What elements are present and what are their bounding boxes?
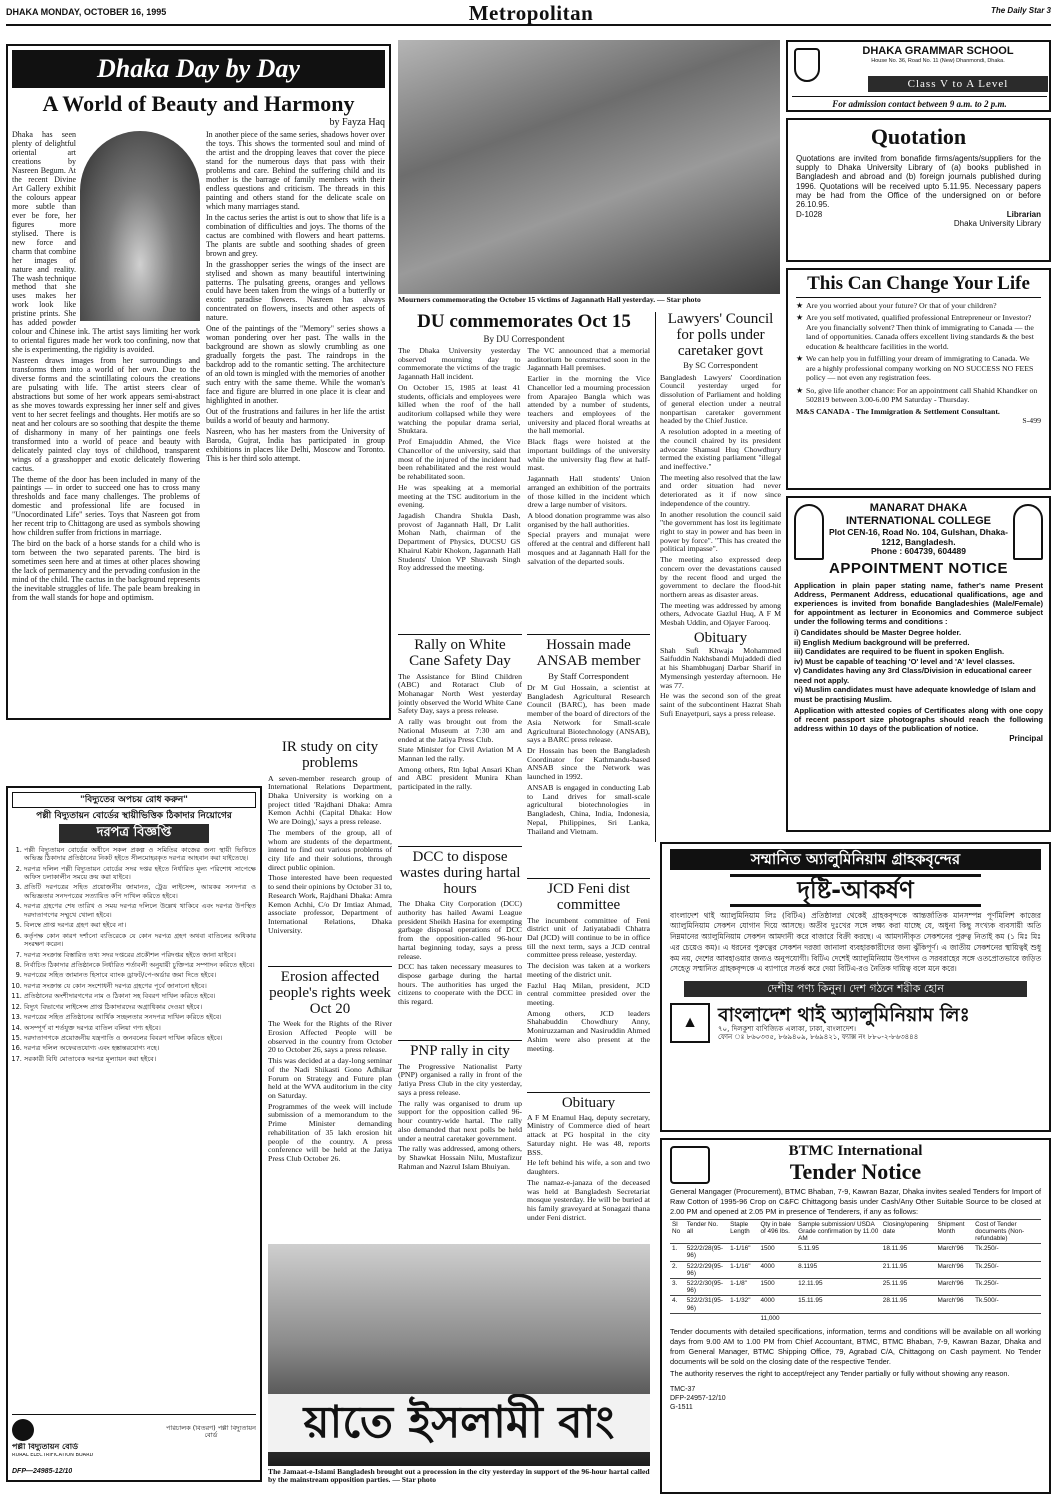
white-cane-paragraph: Among others, Rtn Iqbal Ansari Khan and ABC president Munira Khan participated in the rally. [398, 764, 522, 792]
canada-bullet: So, give life another chance: For an appointment call Shahid Khandker on 502819 between 3.00-6.00 PM Saturday - Thursday. [806, 385, 1038, 405]
feature-paragraph: The theme of the door has been included in many of the paintings — in order to succeed one has to cross many thresholds and face many challenges. The problems of domestic and professional life are focused in "Unocordinated Life" series. Toys that Nasreen got from her recent trip to Chittagong are used as symbols showing how children suffer from frictions in marriage. [12, 474, 200, 538]
grammar-school-ad [786, 40, 1051, 112]
tender-cell: 28.11.95 [881, 1296, 936, 1313]
aluminium-ad [660, 842, 1051, 1132]
star-icon: ★ [796, 313, 803, 323]
btmc-ref: TMC-37 [670, 1385, 696, 1393]
hossain-paragraph: Dr Hossain has been the Bangladesh Coordinator for Kathmandu-based ANSAB since the Network was launched in 1992. [527, 746, 650, 782]
star-icon: ★ [796, 300, 803, 310]
rural-item: 1. পল্লী বিদ্যুতায়ন বোর্ডের অধীনে সকল প্রকল্প ও সমিতির কাজের জন্য স্থায়ী ভিত্তিতে অভিজ্ঞ ঠিকাদার প্রতিষ্ঠানের নিকট হইতে সীলমোহরকৃত দরপত্র আহবান করা যাইতেছে। [24, 846, 256, 863]
canada-bullet: We can help you in fulfilling your dream of immigrating to Canada. We are a highly professional company working on NO SUCCESS NO FEES policy — not even any registration fees. [806, 354, 1034, 383]
tender-cell: March'96 [935, 1261, 973, 1278]
btmc-rights: The authority reserves the right to accept/reject any Tender partially or fully without showing any reason. [670, 1368, 1010, 1378]
btmc-title: Tender Notice [789, 1158, 922, 1184]
tender-cell: 4. [670, 1296, 685, 1313]
du-paragraph: Black flags were hoisted at the important buildings of the university while the university flag flew at half-mast. [527, 437, 650, 473]
feature-byline: by Fayza Haq [329, 117, 385, 129]
white-cane-article [398, 634, 522, 842]
tender-cell: 522/2/29(95-96) [685, 1261, 728, 1278]
table-row-total [670, 1313, 1041, 1323]
hossain-paragraph: Dr M Gul Hossain, a scientist at Bangladesh Agricultural Research Council (BARC), has been made member of the board of directors of the Asia Network for Small-scale Agricultural Biotechnology (ANSAB), says a BARC press release. [527, 683, 650, 745]
tender-cell: 522/2/28(95-96) [685, 1244, 728, 1261]
quotation-ref: D-1028 [796, 210, 823, 220]
tender-cell: 3. [670, 1279, 685, 1296]
feature-paragraph: In another piece of the same series, shadows hover over the toys. This shows the tormented soul and mind of the artist and the dropping leaves that cover the piece stand for the numerous days that pass with their problems and care. Behind the suffering child and its mother is the barrage of family members with their endless questions and criticism. The threads in this painting and others stand for the delicate scale on which many marriages stand. [206, 130, 385, 211]
feature-column-left [12, 131, 200, 701]
tender-col: Tender No. all [685, 1219, 728, 1244]
dcc-paragraph: The Dhaka City Corporation (DCC) authority has hailed Awami League president Sheikh Hasina for exempting garbage disposal operations of DCC from the opposition-called 96-hour hartal beginning today, says a press release. [398, 899, 522, 961]
tender-col: Sl No [670, 1219, 685, 1244]
tender-table-header [670, 1219, 1041, 1244]
appointment-item: v) Candidates having any 3rd Class/Division in educational career need not apply. [794, 666, 1032, 685]
tender-cell: 4000 [758, 1296, 796, 1313]
jcd-article [527, 878, 650, 1088]
obituary-headline: Obituary [693, 629, 748, 646]
btmc-ref: DFP-24957-12/10 [670, 1394, 726, 1402]
feature-paragraph: Nasreen draws images from her surroundings and transforms them into a world of her own. Due to the diverse forms and the scintillating colours the creations are pulsating with life. The artist steers clear of abstractions but some of her work appears semi-abstract as she moves towards expressing her inner self and gives vent to her secret feelings and thoughts. Her motifs are so neat and her colours are so soothing that despite the theme of disharmony in many of her paintings one feels transformed into a world of peace and beauty with delicately painted clay toys of childhood, transparent wings of a grasshopper and exotic delicately flowering cactus. [12, 356, 200, 473]
appointment-items [794, 628, 1043, 704]
feature-paragraph: In the grasshopper series the wings of the insect are stylised and shown as many beautiful intertwining patterns. The pulsating greens, oranges and yellows could have been taken from the wings of a butterfly or exotic paradise flowers. Nasreen has always concentrated on flowers, insects and other aspects of nature. [206, 259, 385, 323]
tender-cell: 1-1/8" [728, 1279, 758, 1296]
pnp-article [398, 1040, 522, 1240]
tender-cell: 4000 [758, 1261, 796, 1278]
tender-cell: 522/2/30(95-96) [685, 1279, 728, 1296]
manarat-name-2: INTERNATIONAL COLLEGE [845, 515, 992, 528]
erosion-paragraph: Programmes of the week will include submission of a memorandum to the Prime Minister demanding rehabilitation of 35 lakh erosion hit people of the country. A press conference will be held at the Jatiya Press Club October 26. [268, 1101, 392, 1164]
feature-paragraph: Dhaka has seen plenty of delightful oriental art creations by Nasreen Begum. At the recent Divine Art Gallery exhibit the colours appear more subtle than ever be fore, her figures more stylised. There is new force and charm that combine her images of nature and reality. The wash technique method that she uses makes her work look like pristine prints. She has added powder colour and Chinese ink. The artist says limiting her work to oriental figures made her work too confining, now that she is experimenting, the rigidity is avoided. [12, 130, 200, 355]
tender-cell: 1500 [758, 1279, 796, 1296]
lawyers-paragraph: Bangladesh Lawyers' Coordination Council yesterday urged for dissolution of Parliament and holding of general election under a neutral nonpartisan caretaker government headed by the Chief Justice. [660, 372, 781, 426]
star-icon: ★ [796, 354, 803, 364]
white-cane-paragraph: State Minister for Civil Aviation M A Mannan led the rally. [398, 745, 522, 763]
btmc-intro: General Mangager (Procurement), BTMC Bhaban, 7-9, Kawran Bazar, Dhaka invites sealed Tenders for Import of Raw Cotton of 1995-96 Crop on C&FC Chittagong basis under Cash/Any Other Suitable Source to be closed at 2.00 PM and opened at 2.05 PM in presence of Tenderers, if any as follows: [670, 1186, 1041, 1216]
appointment-closing: Application with attested copies of Certificates along with one copy of recent passport size photographs should reach the following address within 10 days of the publication of notice. [794, 706, 1043, 734]
obituary2-paragraph: A F M Enamul Haq, deputy secretary, Ministry of Commerce died of heart attack at PG hospital in the city Saturday night. He was 48, reports BSS. [527, 1112, 650, 1157]
rural-item: 14. অসম্পূর্ণ বা শর্তযুক্ত দরপত্র বাতিল বলিয়া গণ্য হইবে। [24, 1024, 256, 1032]
tender-col: Shipment Month [935, 1219, 973, 1244]
photo-mourners [398, 40, 780, 308]
appointment-item: ii) English Medium background will be preferred. [794, 637, 970, 647]
tender-cell: March'96 [935, 1296, 973, 1313]
manarat-name-1: MANARAT DHAKA [869, 502, 968, 514]
appointment-item: i) Candidates should be Master Degree holder. [794, 628, 962, 638]
pnp-headline: PNP rally in city [410, 1043, 510, 1059]
tender-cell: 1-1/16" [728, 1261, 758, 1278]
du-paragraph: Earlier in the morning the Vice Chancellor led a mourning procession from Aparajeo Bangla which was attended by a number of students, teachers and employees of the university and placed floral wreaths at the hall memorial. [527, 374, 650, 436]
table-row [670, 1261, 1041, 1278]
feature-paragraph: In the cactus series the artist is out to show that life is a combination of difficulties and joys. The thorns of the cactus are combined with flowers and heart patterns. The plants are subtle and soothing shades of green brown and grey. [206, 212, 385, 258]
table-row [670, 1279, 1041, 1296]
obituary2-paragraph: He left behind his wife, a son and two daughters. [527, 1158, 650, 1177]
tender-cell: 25.11.95 [881, 1279, 936, 1296]
white-cane-paragraph: A rally was brought out from the National Museum at 7:30 am and ended at the Jatiya Press Club. [398, 717, 522, 744]
masthead [6, 2, 1051, 26]
jcd-headline: JCD Feni dist committee [547, 881, 630, 913]
tender-cell: Tk.250/- [973, 1244, 1041, 1261]
lawyers-paragraph: A resolution adopted in a meeting of the council chaired by its president advocate Shamsul Huq Chowdhury termed the existing parliament "illegal and ineffective." [660, 427, 781, 471]
lawyers-byline: By SC Correspondent [683, 360, 758, 371]
rural-signatory: পরিচালক (বিতরণ) পল্লী বিদ্যুতায়ন বোর্ড [166, 1425, 256, 1440]
quotation-sign-title: Librarian [1006, 210, 1041, 220]
rural-item: 12. বিদ্যুৎ বিভাগের লাইসেন্স প্রাপ্ত ঠিকাদারদের অগ্রাধিকার দেওয়া হইবে। [24, 1003, 256, 1011]
table-row [670, 1296, 1041, 1313]
aluminium-head-1: সম্মানিত অ্যালুমিনিয়াম গ্রাহকবৃন্দের [670, 849, 1041, 870]
lawyers-article [655, 312, 781, 842]
tender-col: Staple Length [728, 1219, 758, 1244]
lawyers-headline: Lawyers' Council for polls under caretaker govt [667, 312, 774, 359]
tender-table [670, 1219, 1041, 1323]
aluminium-body: বাংলাদেশ থাই অ্যালুমিনিয়াম লিঃ (বিটিএ) প্রতিষ্ঠালগ্ন থেকেই গ্রাহকবৃন্দকে আন্তর্জাতিক মানসম্পন্ন পূর্ণমিলিশ কাজের অ্যালুমিনিয়াম সেকশন যোগান দিয়ে আসছে। অতীব দুঃখের সঙ্গে লক্ষ্য করা যাচ্ছে যে, অধুনা কিছু সংখ্যক ব্যবসায়ী অতি নিম্নমানের অ্যালুমিনিয়াম সেকশন আমদানী করে বাজারে বিক্রী করছে। এ আমদানীকৃত সেকশনের পুরুত্ব নিতাই কম (১ মিঃ মিঃ এর চেয়েও কম)। এ ধরনের পুরুত্বের সেকশন দরজা জানালা ব্যবহারকারীদের জন্য ঝুঁকিপূর্ণ। এ জাতীয় সেকশনের স্থায়িত্বই শুধু কম নয়, দেশের আবহাওয়ার জন্যও অনুপযোগী। বিটিএ দেশেই অ্যালুমিনিয়াম উৎপাদন ও সরবরাহের সঙ্গে ওতপ্রোতভাবে জড়িত সেহেতু সম্মানিত গ্রাহকবৃন্দকে এ ব্যাপারে সতর্ক করে দেয়া বিটিএ-রও নৈতিক দায়িত্ব বলে মনে করে। [670, 910, 1041, 974]
rural-item: 10. দরপত্র সংক্রান্ত যে কোন সংশোধনী দরপত্র গ্রহণের পূর্বে জানানো হইবে। [24, 982, 256, 990]
canada-title: This Can Change Your Life [796, 274, 1041, 298]
pnp-paragraph: The rally was addressed, among others, by Shawkat Hossain Nilu, Mustafizur Rahman and Nazrul Islam Bhuiyan. [398, 1144, 522, 1171]
appointment-sign: Principal [1009, 734, 1043, 744]
tender-cell: 2. [670, 1261, 685, 1278]
tender-cell: 1-1/16" [728, 1244, 758, 1261]
btmc-logo-icon [670, 1146, 710, 1184]
procession-caption: The Jamaat-e-Islami Bangladesh brought out a procession in the city yesterday in support of the 96-hour hartal called by the mainstream opposition parties. — Star photo [268, 1467, 650, 1485]
ir-paragraph: A seven-member research group of International Relations Department, Dhaka University is working on a project titled 'Rajdhani Dhaka: Amra Kemon Achhi (Capital Dhaka: How We are Doing),' says a press release. [268, 773, 392, 827]
ir-paragraph: The members of the group, all of whom are students of the department, intend to find out various problems of city life and their solutions, through direct public opinion. [268, 827, 392, 872]
aluminium-address: ৭০, দিলকুশা বাণিজ্যিক এলাকা, ঢাকা, বাংলাদেশ। [718, 1025, 856, 1034]
du-paragraph: The Dhaka University yesterday observed mourning day to commemorate the victims of the tragic Jagannath Hall incident. [398, 346, 521, 382]
tender-col: Qty in bale of 496 lbs. [758, 1219, 796, 1244]
btmc-refs [670, 1385, 1041, 1412]
table-row [670, 1244, 1041, 1261]
mosque-left-icon [794, 504, 824, 560]
lawyers-paragraph: The meeting also expressed deep concern over the devastations caused by the recent flood and urged the government to declare the flood-hit northern areas as disaster areas. [660, 555, 781, 600]
appointment-item: iv) Must be capable of teaching 'O' level and 'A' level classes. [794, 656, 1015, 666]
tender-col: Cost of Tender documents (Non-refundable) [973, 1219, 1041, 1244]
school-address: House No. 36, Road No. 11 (New) Dhanmondi, Dhaka. [871, 58, 1005, 64]
btmc-ref: G-1511 [670, 1403, 693, 1411]
du-paragraph: He was speaking at a memorial meeting at the TSC auditorium in the evening. [398, 482, 521, 510]
quotation-body: Quotations are invited from bonafide firms/agents/suppliers for the supply to Dhaka University Library of (a) books published in Bangladesh and abroad and (b) foreign journals published during 1996. Quotations will be received upto 5.11.95. Necessary papers may be had from the Office of the undersigned on or before 26.10.95. [796, 154, 1041, 210]
du-paragraph: Special prayers and munajat were offered at the central and different hall mosques and at Jagannath Hall for the salvation of the departed souls. [527, 530, 650, 566]
rural-item: 13. দরপত্রের সহিত প্রতিষ্ঠানের আর্থিক সচ্ছলতার সনদপত্র দাখিল করিতে হইবে। [24, 1013, 256, 1021]
rural-org-heading: পল্লী বিদ্যুতায়ন বোর্ডের স্থায়ীভিত্তিক ঠিকাদার নিয়োগের [36, 811, 232, 822]
feature-paragraph: The bird on the back of a horse stands for a child who is torn between the two separated parents. The bird is sometimes seen here and at times at other places showing the lack of permanency and the pervading confusion in the mind of the child. The cactus in the background represents the inevitable struggles of life. The pale beam breaking in from the wall stands for hope and optimism. [12, 539, 200, 602]
tender-cell: 21.11.95 [881, 1261, 936, 1278]
school-classes: Class V to A Level [868, 76, 1048, 92]
feature-column-right [206, 131, 385, 701]
paper-logo: The Daily Star 3 [990, 7, 1051, 15]
tender-cell: 1. [670, 1244, 685, 1261]
painting-image [80, 131, 200, 321]
rural-electrification-ad [6, 786, 262, 1482]
school-admission: For admission contact between 9 a.m. to 2 p.m. [792, 96, 1047, 109]
pnp-paragraph: The rally was organised to drum up support for the opposition called 96-hour country-wide hartal. The rally also demanded that next polls be held under a neutral caretaker government. [398, 1098, 522, 1143]
rural-footer [12, 1414, 256, 1458]
quotation-title: Quotation [870, 124, 967, 149]
du-paragraph: A blood donation programme was also organised by the hall authorities. [527, 510, 650, 529]
jcd-paragraph: The decision was taken at a workers meeting of the district unit. [527, 961, 650, 979]
tender-cell: 1500 [758, 1244, 796, 1261]
rural-item: 6. কর্তৃপক্ষ কোন কারণ দর্শানো ব্যতিরেকে যে কোন দরপত্র গ্রহণ অথবা বাতিলের অধিকার সংরক্ষণ করেন। [24, 932, 256, 949]
rural-item: 15. দরদাতাগণকে প্রয়োজনীয় যন্ত্রপাতি ও জনবলের বিবরণ দাখিল করিতে হইবে। [24, 1034, 256, 1042]
aluminium-phone: ফোন ঃ ৮৬০৩৩৫, ৮৬৯৪০৯, ৮৬৯৪২১, ফ্যাক্স নং ৮৮০-২-৮৬৩৪৪৪ [718, 1033, 919, 1042]
feature-paragraph: One of the paintings of the "Memory" series shows a woman pondering over her past. The walls in the background are shown as slowly crumbling as one gradually forgets the past. The raindrops in the backdrop add to the romantic setting. The architecture of an old town is mingled with the memories of another such entry with the same theme. While the woman's face and figure are blurred in one place it is clear and highlighted in another. [206, 324, 385, 405]
obituary2-article [527, 1092, 650, 1240]
rural-item: 17. সরকারী বিধি মোতাবেক দরপত্র মূল্যায়ন করা হইবে। [24, 1055, 256, 1063]
school-crest-icon [794, 48, 820, 82]
tender-cell: 8.1195 [796, 1261, 881, 1278]
dcc-headline: DCC to dispose wastes during hartal hours [399, 849, 521, 897]
reb-logo-icon [12, 1419, 34, 1441]
rural-title: দরপত্র বিজ্ঞপ্তি [59, 824, 209, 843]
tender-cell: 18.11.95 [881, 1244, 936, 1261]
masthead-date: DHAKA MONDAY, OCTOBER 16, 1995 [6, 7, 167, 17]
tender-cell: March'96 [935, 1279, 973, 1296]
du-article [398, 312, 650, 630]
white-cane-headline: Rally on White Cane Safety Day [409, 637, 511, 669]
rural-item: 16. দরপত্র দলিল অফেরতযোগ্য এবং হস্তান্তরযোগ্য নহে। [24, 1044, 256, 1052]
rural-item: 7. দরপত্র সংক্রান্ত বিস্তারিত তথ্য সদর দপ্তরের প্রকৌশল পরিদপ্তর হইতে জানা যাইবে। [24, 951, 256, 959]
rural-item: 2. দরপত্র দলিল পল্লী বিদ্যুতায়ন বোর্ডের সদর দপ্তর হইতে নির্ধারিত মূল্য পরিশোধ সাপেক্ষে অফিস চলাকালীন সময়ে ক্রয় করা যাইবে। [24, 865, 256, 882]
obituary2-paragraph: The namaz-e-janaza of the deceased was held at Bangladesh Secretariat mosque yesterday. He will be buried at his family graveyard at Sonagazi thana under Feni district. [527, 1177, 650, 1222]
hossain-article [527, 634, 650, 874]
ir-headline: IR study on city problems [281, 740, 379, 771]
appointment-item: iii) Candidates are required to be fluent in spoken English. [794, 647, 1005, 657]
appointment-title: APPOINTMENT NOTICE [828, 559, 1008, 577]
du-paragraph: The VC announced that a memorial auditorium be constructed soon in the Jagannath Hall premises. [527, 346, 650, 373]
rural-ref: DFP—24985-12/10 [12, 1468, 73, 1476]
star-icon: ★ [796, 385, 803, 395]
canada-company: M&S CANADA - The Immigration & Settlement Consultant. [796, 406, 1000, 416]
canada-ref: S-499 [1022, 415, 1041, 425]
rural-footer-org: পল্লী বিদ্যুতায়ন বোর্ড [12, 1443, 78, 1451]
du-paragraph: Jagadish Chandra Shukla Dash, provost of Jagannath Hall, Dr Lalit Mohan Nath, chairman of the Department of Physics, DUCSU GS Khairul Kabir Khokon, Jagannath Hall Students' Union VP Shuvash Singh Roy addressed the meeting. [398, 510, 521, 573]
feature-headline: A World of Beauty and Harmony [42, 91, 355, 116]
aluminium-head-2: দৃষ্টি-আকর্ষণ [730, 874, 981, 907]
tender-cell: Tk.500/- [973, 1296, 1041, 1313]
canada-bullet: Are you worried about your future? Or that of your children? [806, 300, 997, 310]
feature-paragraph: Nasreen, who has her masters from the University of Baroda, Gujrat, India has participated in group exhibitions in places like Delhi, Moscow and Toronto. This is her third solo attempt. [206, 426, 385, 463]
du-headline: DU commemorates Oct 15 [417, 312, 631, 332]
manarat-address: Plot CEN-16, Road No. 104, Gulshan, Dhaka-1212, Bangladesh. [828, 527, 1008, 547]
tender-cell: 15.11.95 [796, 1296, 881, 1313]
appointment-intro: Application in plain paper stating name, father's name Present Address, Permanent Address, educational qualifications, age and experiences is invited from bonafide Bangladeshies (Male/Female) for appointment as lecturer in Economics and Commerce subject under the following terms and conditions : [794, 580, 1043, 627]
obituary-paragraph: Shah Sufi Khwaja Mohammed Saifuddin Nakhsbandi Mujaddedi died at his Shambhuganj Darbar Sharif in Mymensingh yesterday afternoon. He was 77. [660, 645, 781, 690]
hossain-paragraph: ANSAB is engaged in conducting Lab to Land drives for small-scale agricultural biotechnologies in Bangladesh, China, India, Indonesia, Nepal, Philippines, Sri Lanka, Thailand and Vietnam. [527, 782, 650, 836]
btmc-tender-ad [660, 1138, 1051, 1494]
tender-cell: 1-1/32" [728, 1296, 758, 1313]
procession-image [268, 1244, 650, 1466]
jcd-paragraph: Fazlul Haq Milan, president, JCD central committee presided over the meeting. [527, 980, 650, 1007]
rural-footer-org-en: RURAL ELECTRIFICATION BOARD [12, 1453, 94, 1458]
feature-banner: Dhaka Day by Day [12, 50, 385, 88]
manarat-ad [786, 496, 1051, 832]
school-name: DHAKA GRAMMAR SCHOOL [862, 45, 1014, 57]
pnp-paragraph: The Progressive Nationalist Party (PNP) organised a rally in front of the Jatiya Press Club in the city yesterday, says a press release. [398, 1061, 522, 1097]
lawyers-paragraph: In another resolution the council said "the government has lost its legitimate right to stay in power and has been in power by force". "This has created the political impasse". [660, 509, 781, 554]
rural-item: 11. প্রতিষ্ঠানের অংশীদারগণের নাম ও ঠিকানা সহ বিবরণ দাখিল করিতে হইবে। [24, 992, 256, 1000]
jcd-paragraph: The incumbent committee of Feni district unit of Jatiyatabadi Chhatra Dal (JCD) will continue to be in office till the next term, says a JCD central committee press release, yesterday. [527, 915, 650, 960]
tender-col: Closing/opening date [881, 1219, 936, 1244]
erosion-paragraph: The Week for the Rights of the River Erosion Affected People will be observed in the country from October 20 to October 26, says a press release. [268, 1019, 392, 1055]
mourners-image [398, 40, 780, 294]
du-paragraph: On October 15, 1985 at least 41 students, officials and employees were killed when the roof of the hall auditorium collapsed while they were watching the popular drama serial, Shuktara. [398, 382, 521, 436]
erosion-paragraph: This was decided at a day-long seminar of the Nadi Shikasti Gono Adhikar Forum on Strategy and Future plan held at the WVA auditorium in the city on Saturday. [268, 1056, 392, 1100]
bta-logo-icon: ▲ [670, 1003, 710, 1043]
du-byline: By DU Correspondent [483, 333, 565, 344]
hossain-byline: By Staff Correspondent [548, 670, 629, 681]
appointment-item: vi) Muslim candidates must have adequate knowledge of Islam and must be practising Muslim. [794, 685, 1036, 704]
tender-total: 11,000 [758, 1313, 796, 1323]
photo-procession [268, 1244, 650, 1494]
tender-cell: Tk.250/- [973, 1279, 1041, 1296]
feature-paragraph: Out of the frustrations and failures in her life the artist builds a world of beauty and harmony. [206, 406, 385, 425]
canada-ad [786, 268, 1051, 490]
rural-item: 3. প্রতিটি দরপত্রের সহিত প্রয়োজনীয় জামানত, ট্রেড লাইসেন্স, আয়কর সনদপত্র ও অভিজ্ঞতার সনদপত্রের সত্যায়িত কপি দাখিল করিতে হইবে। [24, 883, 256, 900]
feature-article [6, 44, 391, 720]
section-title: Metropolitan [468, 2, 594, 25]
erosion-article [268, 966, 392, 1240]
jcd-paragraph: Among others, JCD leaders Shahabuddin Chowdhury Anny, Moniruzzaman and Nasiruddin Ahmed Ashim were also present at the meeting. [527, 1008, 650, 1053]
aluminium-company: বাংলাদেশ থাই অ্যালুমিনিয়াম লিঃ [718, 1003, 970, 1026]
obituary-paragraph: He was the second son of the great saint of the subcontinent Hazrat Shah Sufi Enayetpuri, says a press release. [660, 691, 781, 718]
btmc-org: BTMC International [788, 1143, 923, 1159]
lawyers-paragraph: The meeting was addressed by among others, Advocate Gazlul Huq, A F M Mesbah Uddin, and Ojayer Farooq. [660, 600, 781, 628]
tender-cell: 522/2/31(95-96) [685, 1296, 728, 1313]
mosque-right-icon [1013, 504, 1043, 560]
white-cane-paragraph: The Assistance for Blind Children (ABC) and Rotaract Club of Mohanagar North West yesterday jointly observed the World White Cane Safety Day, says a press release. [398, 671, 522, 716]
tender-cell: 5.11.95 [796, 1244, 881, 1261]
tender-col: Sample submission/ USDA Grade confirmation by 11.00 AM [796, 1219, 881, 1244]
quotation-sign-org: Dhaka University Library [953, 219, 1041, 229]
tender-cell: 12.11.95 [796, 1279, 881, 1296]
tender-cell: March'96 [935, 1244, 973, 1261]
photo-caption: Mourners commemorating the October 15 victims of Jagannath Hall yesterday. — Star photo [398, 295, 701, 304]
canada-bullet: Are you self motivated, qualified professional Entrepreneur or Investor? Are you financially solvent? Then think of immigrating to Canada — the land of opportunities. Canada offers excellent living standards & the best education & healthcare facilities in the world. [806, 313, 1034, 351]
quotation-ad [786, 118, 1051, 262]
ir-article [268, 740, 392, 962]
hossain-headline: Hossain made ANSAB member [536, 637, 641, 669]
du-paragraph: Prof Emajuddin Ahmed, the Vice Chancellor of the university, said that most of the injured of the incident had been rehabilitated and the rest would be rehabilitated soon. [398, 437, 521, 482]
ir-paragraph: Those interested have been requested to send their opinions by October 31 to, Research Work, Rajdhani Dhaka: Amra Kemon Achhi, C/o Dr Imtiaz Ahmad, associate professor, Department of International Relations, Dhaka University. [268, 873, 392, 935]
du-body [398, 347, 650, 573]
obituary2-headline: Obituary [561, 1095, 616, 1111]
rural-item: 8. নির্বাচিত ঠিকাদার প্রতিষ্ঠানকে নির্ধারিত শর্তাবলী অনুযায়ী চুক্তিপত্র সম্পাদন করিতে হইবে। [24, 961, 256, 969]
erosion-headline: Erosion affected people's rights week Oct 20 [269, 969, 391, 1017]
rural-item: 9. দরপত্রের সহিত জামানত হিসাবে ব্যাংক ড্রাফট/পে-অর্ডার জমা দিতে হইবে। [24, 971, 256, 979]
btmc-terms: Tender documents with detailed specifications, information, terms and conditions will be available on all working days from 9.00 AM to 1.00 PM from Chief Accountant, BTMC, BTMC Bhaban, 7-9, Kawran Bazar, Dhaka and from General Manager, BTMC Shipping Office, 79, Agrabad C/A, Chittagong on Cash payment. No Tender documents will be sold on the closing date of the respective Tender. [670, 1326, 1041, 1366]
rural-item: 4. দরপত্র গ্রহণের শেষ তারিখ ও সময় দরপত্র দলিলে উল্লেখ থাকিবে এবং দরপত্র উপস্থিত দরদাতাগণের সম্মুখে খোলা হইবে। [24, 902, 256, 919]
manarat-phone: Phone : 604739, 604489 [871, 546, 966, 557]
rural-item: 5. বিলম্বে প্রাপ্ত দরপত্র গ্রহণ করা হইবে না। [24, 921, 256, 929]
procession-banner-text: য়াতে ইসলামী বাং [268, 1394, 650, 1452]
tender-cell: Tk.250/- [973, 1261, 1041, 1278]
dcc-article [398, 846, 522, 1036]
rural-tagline: "বিদ্যুতের অপচয় রোধ করুন" [12, 792, 256, 808]
rural-items [12, 846, 256, 1064]
lawyers-paragraph: The meeting also resolved that the law and order situation had never deteriorated as it if now since independence of the country. [660, 472, 781, 508]
aluminium-slogan: দেশীয় পণ্য কিনুন। দেশ গঠনে শরীক হোন [684, 981, 1027, 997]
du-paragraph: Jagannath Hall students' Union arranged an exhibition of the portraits of those killed in the incident which drew a large number of visitors. [527, 474, 650, 510]
dcc-paragraph: DCC has taken necessary measures to dispose garbage during the hartal hours. The authorities has urged the citizens to cooperate with the DCC in this regard. [398, 962, 522, 1007]
